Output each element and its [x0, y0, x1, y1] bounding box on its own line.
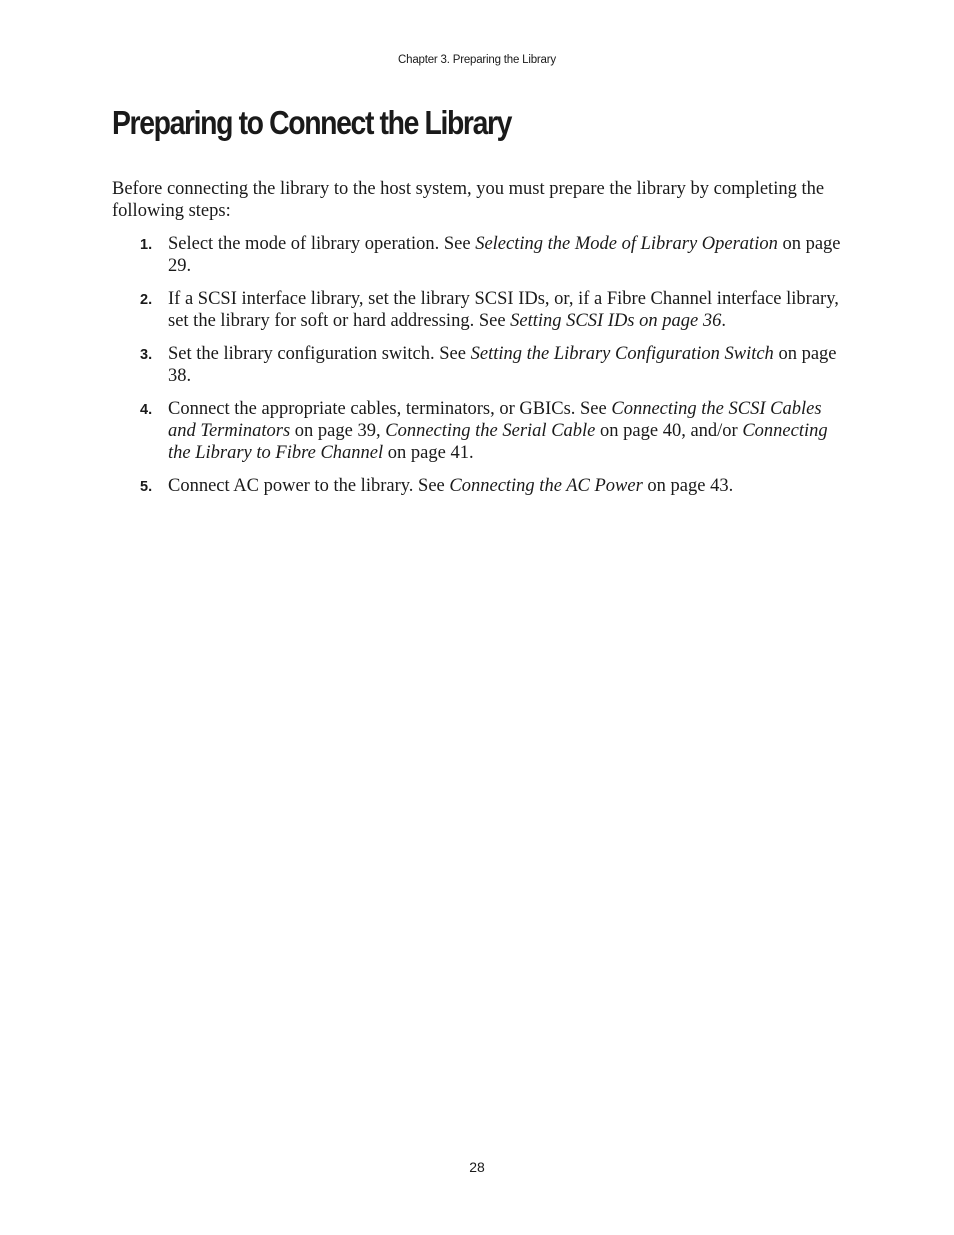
cross-reference-link[interactable]: Setting SCSI IDs on page 36 — [510, 311, 722, 331]
cross-reference-link[interactable]: Connecting the Serial Cable — [385, 421, 596, 441]
step-text: on page 39, — [290, 421, 386, 441]
step-text: . — [721, 311, 726, 331]
step-number: 4. — [140, 402, 153, 418]
step-text: Connect the appropriate cables, terminators, or GBICs. See — [168, 399, 612, 419]
list-item — [112, 233, 842, 277]
step-text: If a SCSI interface library, set the library SCSI IDs, or, if a Fibre Channel interface library, set the library for soft or hard addressing. See — [168, 289, 839, 331]
cross-reference-link[interactable]: Connecting the SCSI Cables and Terminators — [168, 399, 822, 441]
cross-reference-link[interactable]: Setting the Library Configuration Switch — [470, 344, 774, 364]
running-head: Chapter 3. Preparing the Library — [398, 54, 556, 66]
step-text: on page 43. — [642, 476, 734, 496]
step-number: 3. — [140, 347, 153, 363]
step-number: 5. — [140, 479, 153, 495]
step-text: on page 40, and/or — [595, 421, 743, 441]
list-item — [112, 398, 842, 464]
cross-reference-link[interactable]: Connecting the AC Power — [449, 476, 643, 496]
cross-reference-link[interactable]: Connecting the Library to Fibre Channel — [168, 421, 828, 463]
step-text: Connect AC power to the library. See — [168, 476, 450, 496]
cross-reference-link[interactable]: Selecting the Mode of Library Operation — [475, 234, 778, 254]
step-text: Select the mode of library operation. See — [168, 234, 476, 254]
step-text: on page 38. — [168, 344, 837, 386]
step-text: Set the library configuration switch. See — [168, 344, 471, 364]
step-text: on page 29. — [168, 234, 841, 276]
step-text: on page 41. — [383, 443, 474, 463]
list-item — [112, 343, 842, 387]
list-item — [112, 288, 842, 332]
steps-list — [112, 233, 842, 508]
step-number: 1. — [140, 237, 153, 253]
step-number: 2. — [140, 292, 153, 308]
list-item — [112, 475, 842, 497]
intro-paragraph: Before connecting the library to the host system, you must prepare the library by completing the following steps: — [112, 179, 825, 221]
page-title: Preparing to Connect the Library — [112, 104, 512, 141]
page-number: 28 — [469, 1159, 485, 1175]
